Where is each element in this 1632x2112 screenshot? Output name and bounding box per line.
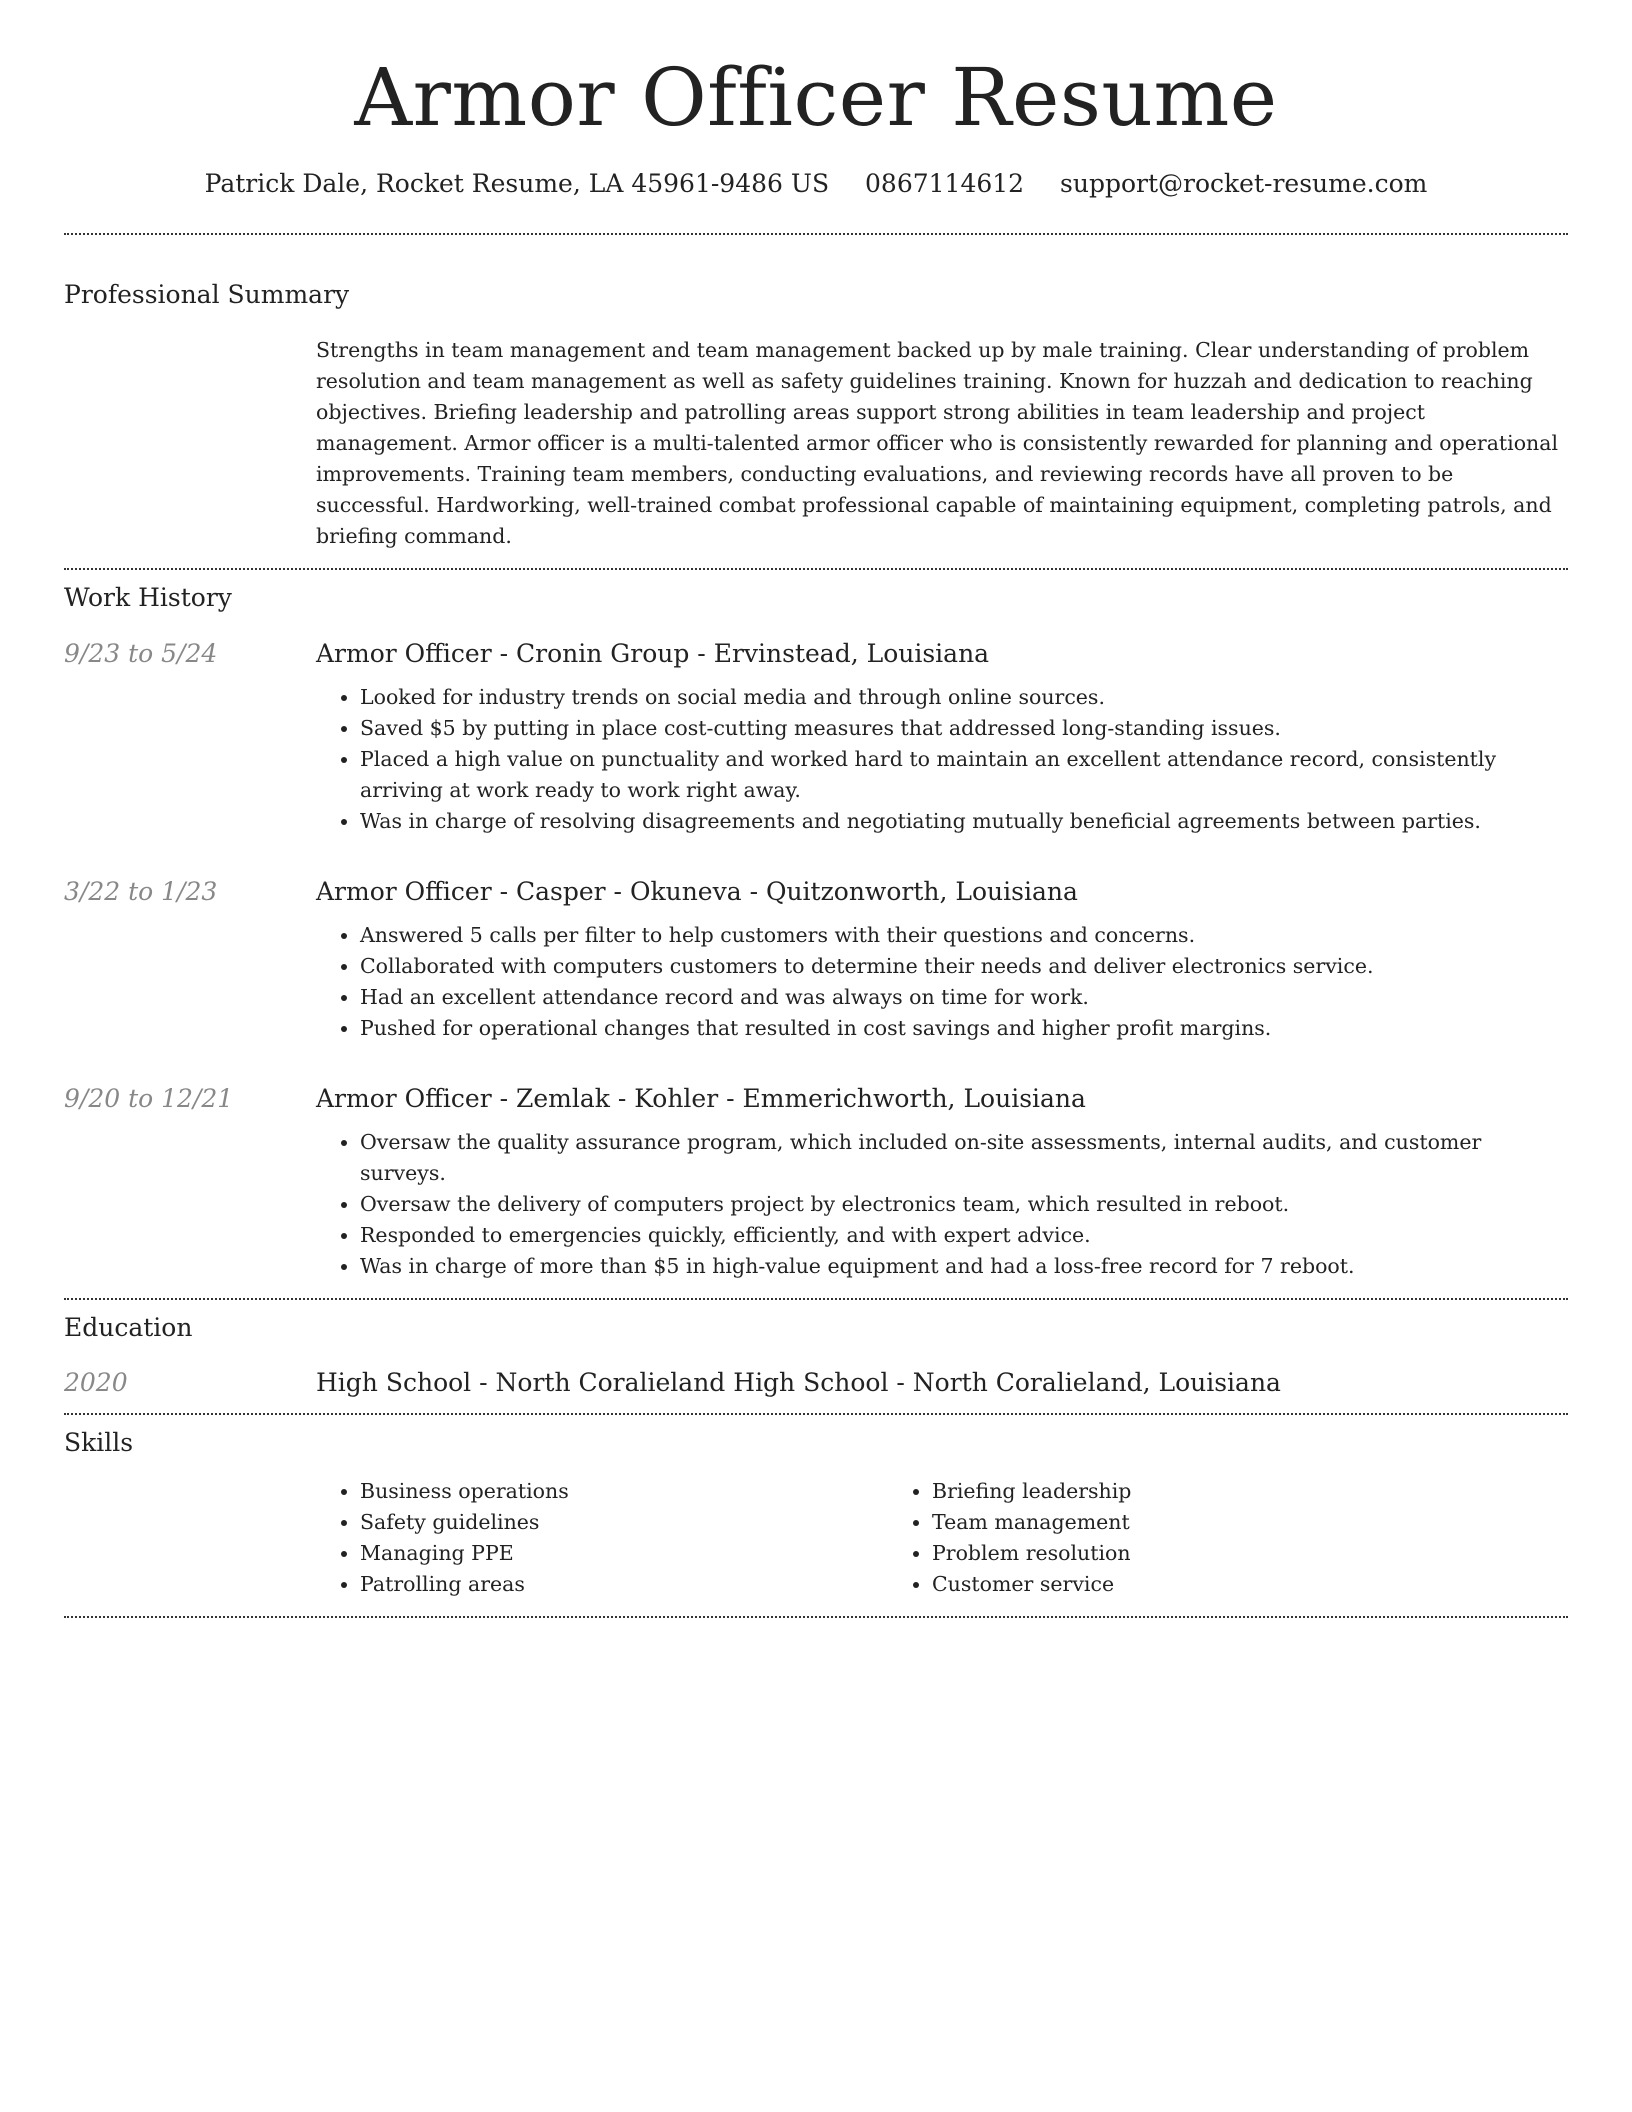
skills-section [64,1415,1568,1616]
skill-item: • Briefing leadership [932,1476,1460,1507]
work-history-heading: Work History [64,583,232,612]
summary-text: Strengths in team management and team management backed up by male training. Clear understanding of problem resolution and team management as well as safety guidelines training. Known for huzzah and dedication to reaching objectives. Briefing leadership and patrolling areas support strong abilities in team leadership and project management. Armor officer is a multi-talented armor officer who is consistently rewarded for planning and operational improvements. Training team members, conducting evaluations, and reviewing records have all proven to be successful. Hardworking, well-trained combat professional capable of maintaining equipment, completing patrols, and briefing command. [316,338,1559,548]
list-item: • Responded to emergencies quickly, efficiently, and with expert advice. [360,1220,1568,1251]
job-entry [64,1084,1568,1282]
education-section [64,1300,1568,1414]
skills-column-right [888,1476,1460,1600]
skill-item: • Problem resolution [932,1538,1460,1569]
job-title: Armor Officer - Cronin Group - Ervinstead, Louisiana [316,638,990,668]
skill-item: • Patrolling areas [360,1569,888,1600]
skill-item: • Business operations [360,1476,888,1507]
skills-column-left [316,1476,888,1600]
job-dates: 9/20 to 12/21 [64,1083,234,1113]
skill-item: • Team management [932,1507,1460,1538]
job-bullets [316,920,1568,1044]
list-item: • Had an excellent attendance record and was always on time for work. [360,982,1568,1013]
list-item: • Placed a high value on punctuality and worked hard to maintain an excellent attendance record, consistently arriving at work ready to work right away. [360,744,1568,806]
contact-line [64,168,1568,201]
job-entry [64,877,1568,1044]
skills-list [316,1476,1568,1600]
education-year: 2020 [64,1368,128,1397]
list-item: • Was in charge of more than $5 in high-value equipment and had a loss-free record for 7 reboot. [360,1251,1568,1282]
list-item: • Saved $5 by putting in place cost-cutting measures that addressed long-standing issues. [360,713,1568,744]
work-history-section [64,570,1568,1298]
job-bullets [316,682,1568,837]
summary-heading: Professional Summary [64,279,350,309]
skill-item: • Managing PPE [360,1538,888,1569]
list-item: • Was in charge of resolving disagreements and negotiating mutually beneficial agreements between parties. [360,806,1568,837]
list-item: • Answered 5 calls per filter to help customers with their questions and concerns. [360,920,1568,951]
job-bullets [316,1127,1568,1282]
summary-section [64,235,1568,569]
list-item: • Looked for industry trends on social media and through online sources. [360,682,1568,713]
skills-heading: Skills [64,1428,134,1457]
job-dates: 9/23 to 5/24 [64,638,218,668]
skill-item: • Safety guidelines [360,1507,888,1538]
education-entry [64,1368,1568,1397]
education-title: High School - North Coralieland High School - North Coralieland, Louisiana [316,1368,1281,1397]
list-item: • Oversaw the delivery of computers project by electronics team, which resulted in reboot. [360,1189,1568,1220]
list-item: • Pushed for operational changes that resulted in cost savings and higher profit margins. [360,1013,1568,1044]
resume-title: Armor Officer Resume [354,51,1278,144]
contact-email: support@rocket-resume.com [1060,169,1428,198]
divider [64,1616,1568,1618]
skill-item: • Customer service [932,1569,1460,1600]
job-entry [64,639,1568,837]
contact-address: Patrick Dale, Rocket Resume, LA 45961-9486 US [204,169,830,198]
job-title: Armor Officer - Zemlak - Kohler - Emmerichworth, Louisiana [316,1083,1086,1113]
job-dates: 3/22 to 1/23 [64,876,218,906]
list-item: • Oversaw the quality assurance program, which included on-site assessments, internal audits, and customer surveys. [360,1127,1568,1189]
list-item: • Collaborated with computers customers to determine their needs and deliver electronics service. [360,951,1568,982]
education-heading: Education [64,1312,193,1342]
contact-phone: 0867114612 [865,169,1025,198]
job-title: Armor Officer - Casper - Okuneva - Quitzonworth, Louisiana [316,876,1078,906]
